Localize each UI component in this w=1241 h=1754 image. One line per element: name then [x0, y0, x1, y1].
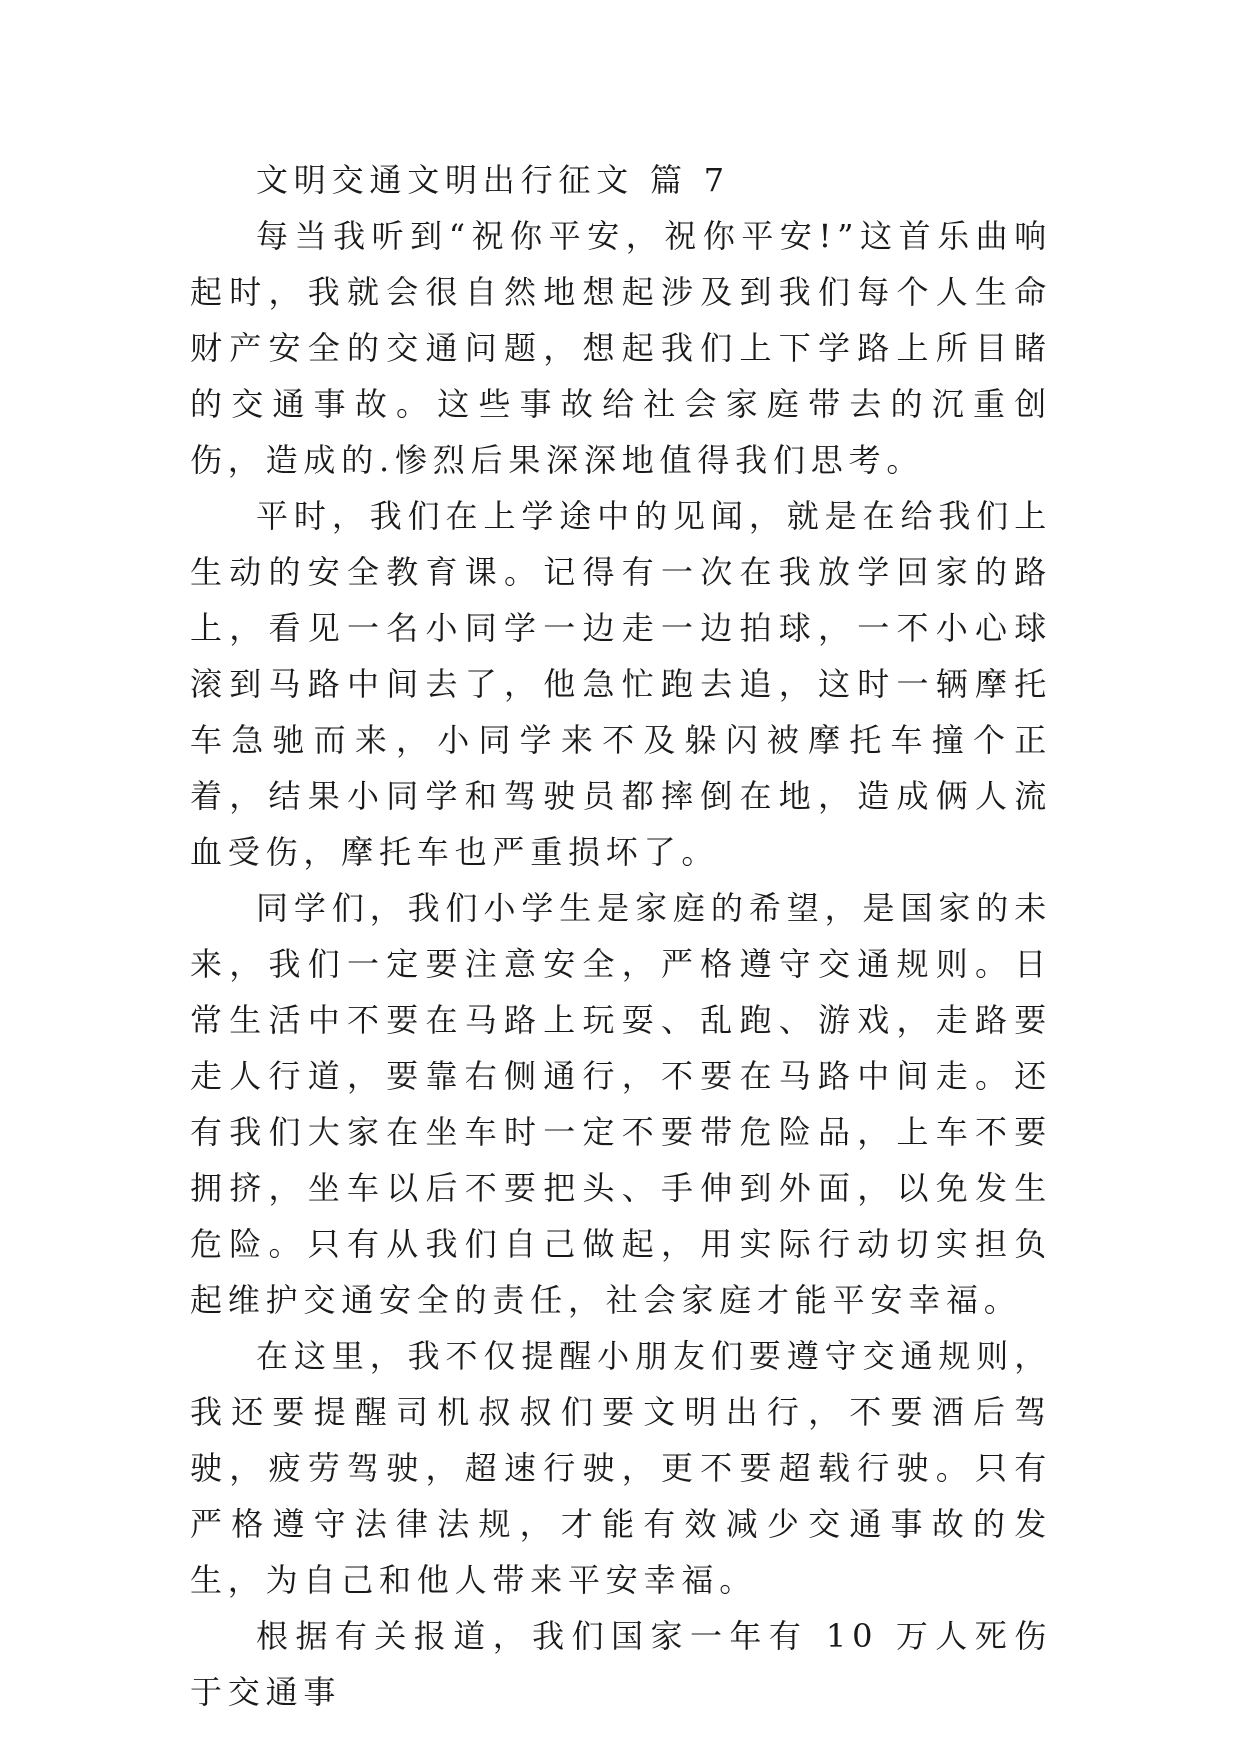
paragraph: 在这里，我不仅提醒小朋友们要遵守交通规则，我还要提醒司机叔叔们要文明出行，不要酒后驾驶，疲劳驾驶，超速行驶，更不要超载行驶。只有严格遵守法律法规，才能有效减少交通事故的发生，为自己和他人带来平安幸福。 [190, 1337, 1052, 1599]
paragraph: 每当我听到“祝你平安，祝你平安!”这首乐曲响起时，我就会很自然地想起涉及到我们每个人生命财产安全的交通问题，想起我们上下学路上所目睹的交通事故。这些事故给社会家庭带去的沉重创伤，造成的.惨烈后果深深地值得我们思考。 [190, 217, 1052, 479]
essay-body [190, 152, 1052, 1720]
paragraph: 同学们，我们小学生是家庭的希望，是国家的未来，我们一定要注意安全，严格遵守交通规则。日常生活中不要在马路上玩耍、乱跑、游戏，走路要走人行道，要靠右侧通行，不要在马路中间走。还有我们大家在坐车时一定不要带危险品，上车不要拥挤，坐车以后不要把头、手伸到外面，以免发生危险。只有从我们自己做起，用实际行动切实担负起维护交通安全的责任，社会家庭才能平安幸福。 [190, 889, 1052, 1319]
paragraph: 根据有关报道，我们国家一年有 10 万人死伤于交通事 [190, 1617, 1052, 1711]
essay-heading: 文明交通文明出行征文 篇 7 [256, 161, 730, 199]
paragraph: 平时，我们在上学途中的见闻，就是在给我们上生动的安全教育课。记得有一次在我放学回家的路上，看见一名小同学一边走一边拍球，一不小心球滚到马路中间去了，他急忙跑去追，这时一辆摩托车急驰而来，小同学来不及躲闪被摩托车撞个正着，结果小同学和驾驶员都摔倒在地，造成俩人流血受伤，摩托车也严重损坏了。 [190, 497, 1052, 871]
